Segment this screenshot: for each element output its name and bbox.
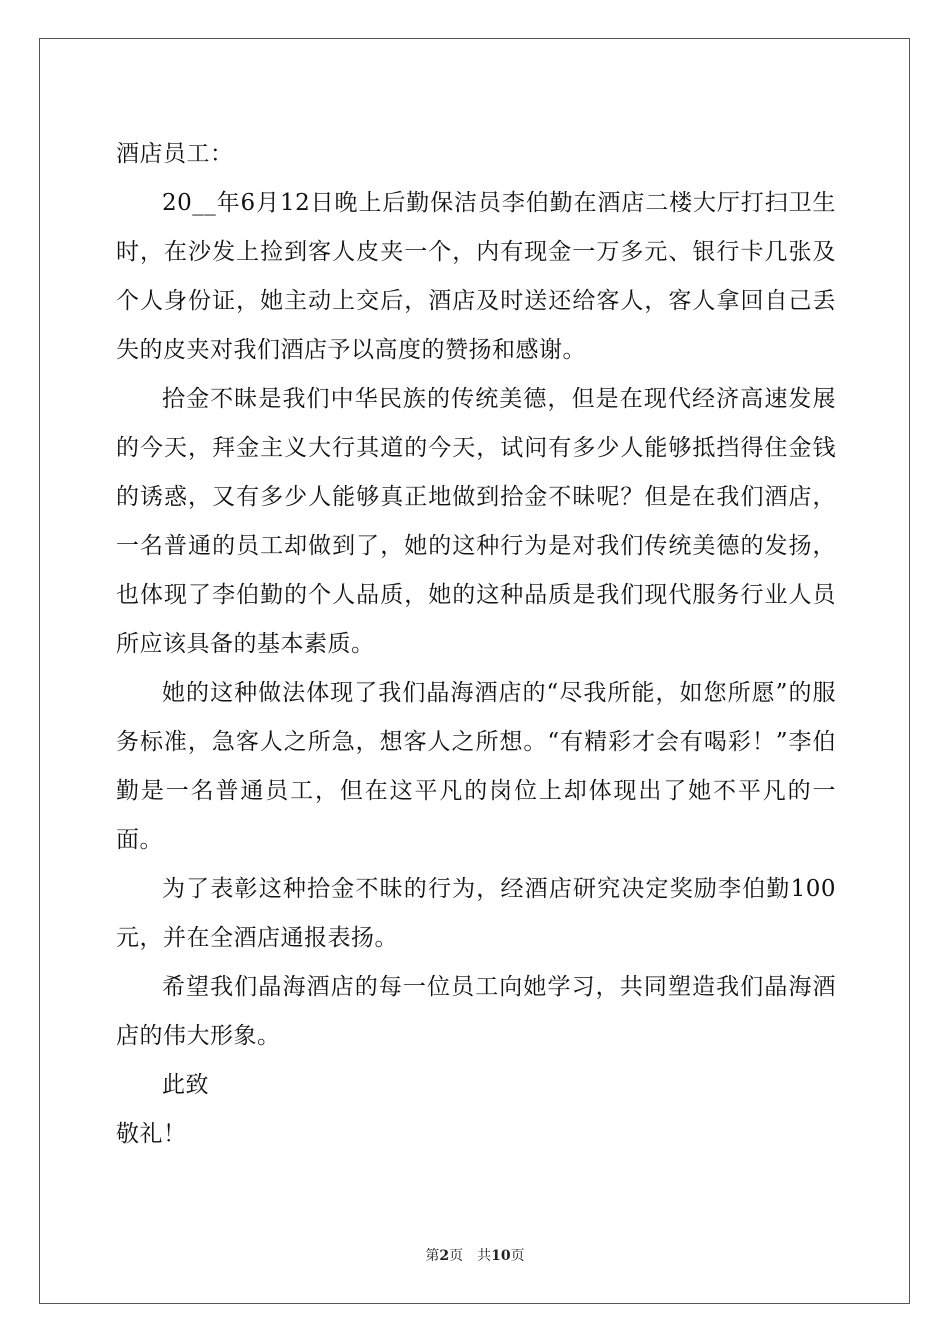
paragraph-5: 希望我们晶海酒店的每一位员工向她学习，共同塑造我们晶海酒店的伟大形象。 <box>116 974 836 1049</box>
closing-jing-li: 敬礼！ <box>116 1121 187 1147</box>
footer-page-number: 2 <box>439 1248 450 1264</box>
salutation: 酒店员工： <box>116 141 234 167</box>
footer-total-pages: 10 <box>491 1248 511 1264</box>
closing-ci-zhi: 此致 <box>162 1072 209 1098</box>
page-footer <box>0 1246 950 1266</box>
letter-body <box>116 130 836 1159</box>
footer-total-prefix: 共 <box>477 1248 492 1264</box>
footer-total-suffix: 页 <box>510 1248 525 1264</box>
paragraph-3: 她的这种做法体现了我们晶海酒店的“尽我所能，如您所愿”的服务标准，急客人之所急，想客人之所想。“有精彩才会有喝彩！”李伯勤是一名普通员工，但在这平凡的岗位上却体现出了她不平凡的一面。 <box>116 680 836 853</box>
paragraph-1: 20__年6月12日晚上后勤保洁员李伯勤在酒店二楼大厅打扫卫生时，在沙发上捡到客人皮夹一个，内有现金一万多元、银行卡几张及个人身份证，她主动上交后，酒店及时送还给客人，客人拿回自己丢失的皮夹对我们酒店予以高度的赞扬和感谢。 <box>116 190 836 363</box>
footer-page-prefix: 第 <box>425 1248 440 1264</box>
paragraph-4: 为了表彰这种拾金不昧的行为，经酒店研究决定奖励李伯勤100元，并在全酒店通报表扬。 <box>116 876 836 951</box>
footer-page-suffix: 页 <box>449 1248 464 1264</box>
paragraph-2: 拾金不昧是我们中华民族的传统美德，但是在现代经济高速发展的今天，拜金主义大行其道的今天，试问有多少人能够抵挡得住金钱的诱惑，又有多少人能够真正地做到拾金不昧呢？但是在我们酒店，一名普通的员工却做到了，她的这种行为是对我们传统美德的发扬，也体现了李伯勤的个人品质，她的这种品质是我们现代服务行业人员所应该具备的基本素质。 <box>116 386 836 657</box>
